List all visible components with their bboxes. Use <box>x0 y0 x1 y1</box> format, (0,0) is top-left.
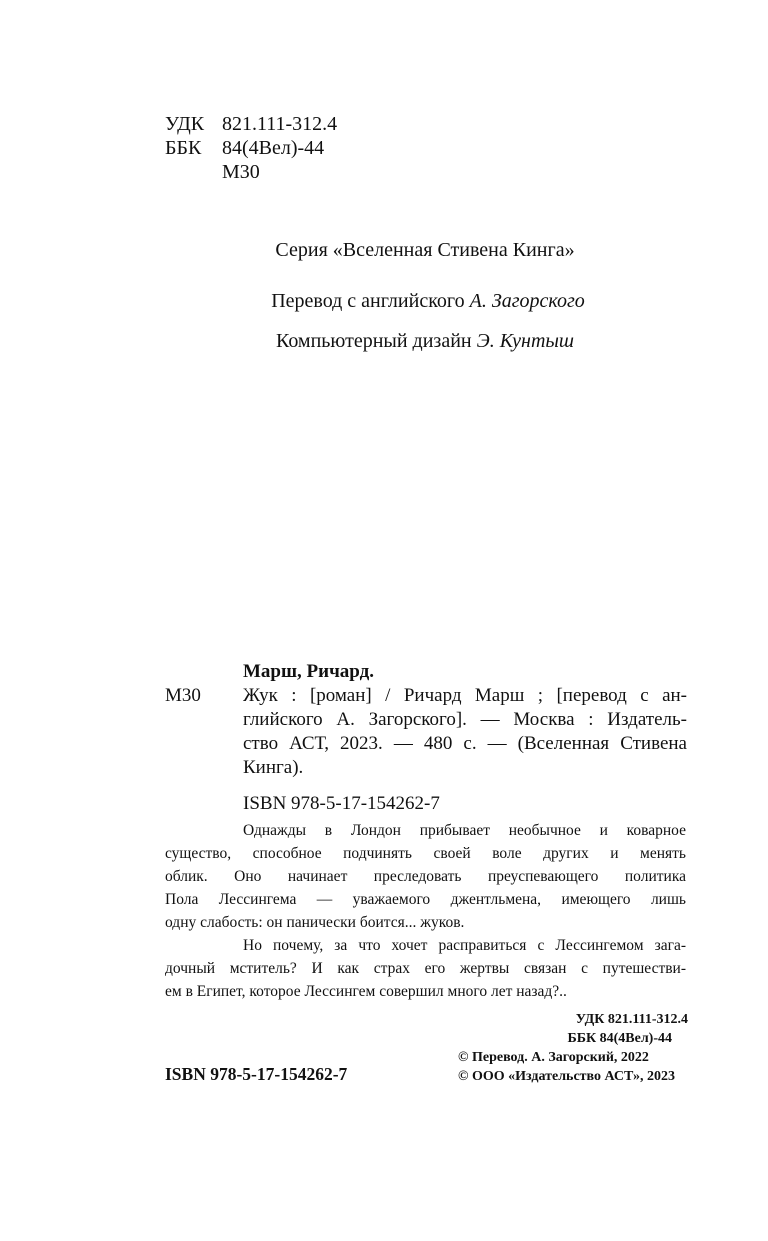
footer-isbn: ISBN 978-5-17-154262-7 <box>165 1064 348 1084</box>
catalog-description <box>243 683 687 709</box>
annotation-paragraph-2 <box>165 934 686 1003</box>
copyright-publisher: © ООО «Издательство АСТ», 2023 <box>458 1069 676 1084</box>
annotation-line: Пола Лессингема — уважаемого джентльмена, имеющего лишь <box>165 891 686 908</box>
annotation-line: облик. Оно начинает преследовать преуспевающего политика <box>165 868 686 885</box>
description-line: глийского А. Загорского]. — Москва : Издатель- <box>243 709 687 730</box>
description-line-last: Кинга). <box>243 757 304 778</box>
series-line: Серия «Вселенная Стивена Кинга» <box>275 239 575 261</box>
description-line: Жук : [роман] / Ричард Марш ; [перевод с ан- <box>243 685 687 706</box>
translation-prefix: Перевод с английского <box>271 290 465 312</box>
translator-name: А. Загорского <box>469 290 585 312</box>
annotation-line: дочный мститель? И как страх его жертвы связан с путешестви- <box>165 960 686 977</box>
design-prefix: Компьютерный дизайн <box>275 330 472 352</box>
udk-label: УДК <box>165 113 205 135</box>
author-mark: М30 <box>222 161 260 183</box>
udk-value: 821.111-312.4 <box>222 113 338 135</box>
catalog-mark: М30 <box>165 685 201 706</box>
annotation-line: Но почему, за что хочет расправиться с Лессингемом зага- <box>243 937 686 954</box>
catalog-description-3 <box>243 731 687 757</box>
catalog-description-2 <box>243 707 687 733</box>
annotation-line: одну слабость: он панически боится... жуков. <box>165 914 465 931</box>
annotation-line: Однажды в Лондон прибывает необычное и коварное <box>243 822 686 839</box>
description-line: ство АСТ, 2023. — 480 с. — (Вселенная Стивена <box>243 733 687 754</box>
annotation-line: существо, способное подчинять своей воле других и менять <box>165 845 686 862</box>
card-udk: УДК 821.111-312.4 <box>575 1012 688 1027</box>
translation-line <box>0 287 768 315</box>
annotation-paragraph-1 <box>165 819 686 934</box>
design-line <box>0 327 768 355</box>
card-bbk: ББК 84(4Вел)-44 <box>567 1031 672 1046</box>
catalog-author-heading: Марш, Ричард. <box>243 661 374 682</box>
annotation-line: ем в Египет, которое Лессингем совершил много лет назад?.. <box>165 983 567 1000</box>
copyright-translation: © Перевод. А. Загорский, 2022 <box>458 1050 649 1065</box>
bbk-label: ББК <box>165 137 202 159</box>
designer-name: Э. Кунтыш <box>476 330 575 352</box>
catalog-isbn: ISBN 978-5-17-154262-7 <box>243 793 440 814</box>
bbk-value: 84(4Вел)-44 <box>222 137 325 159</box>
